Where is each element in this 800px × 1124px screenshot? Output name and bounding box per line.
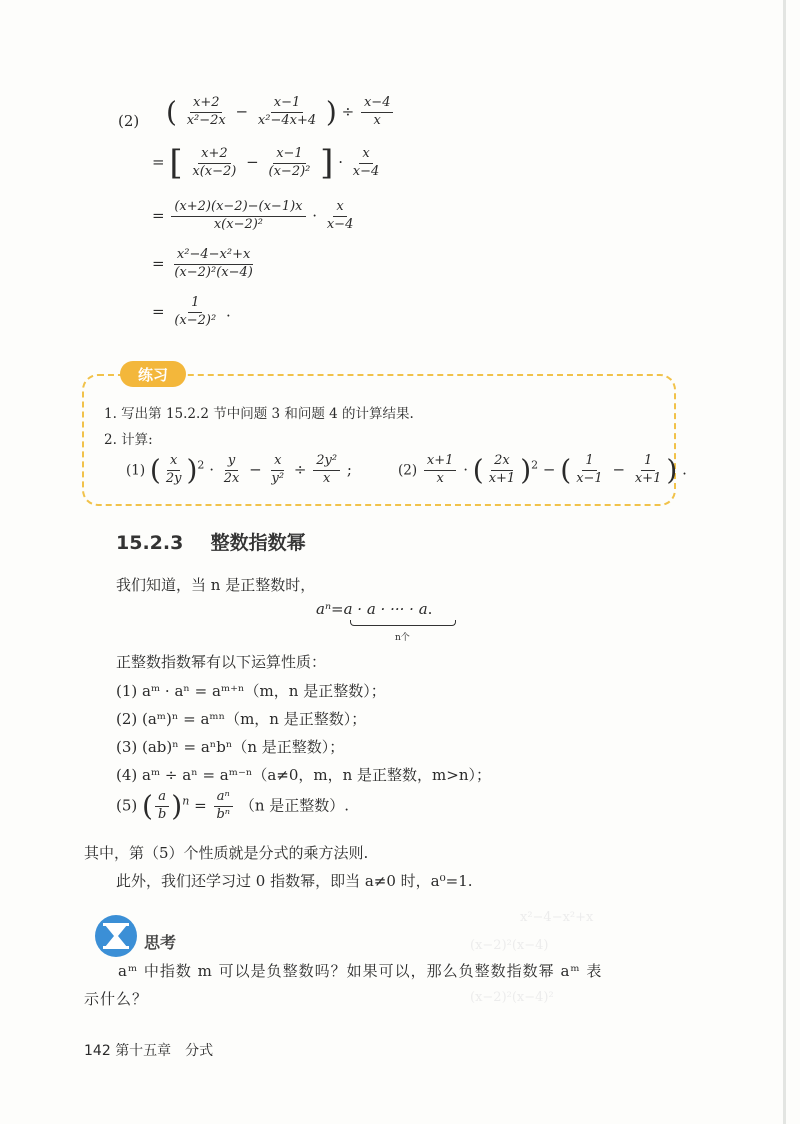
example-line-5: = $\frac{1}{\text{(x−2)²}}$ . <box>152 295 231 328</box>
fraction: $\frac{x}{x-4}$ <box>326 199 354 232</box>
fraction: $\frac{\text{x²−4−x²+x}}{\text{(x−2)²(x−4)}}$ <box>174 247 253 280</box>
note-2: 此外，我们还学习过 0 指数幂，即当 a≠0 时，a⁰=1. <box>116 872 473 890</box>
fraction: $\frac{x+1}{x}$ <box>424 454 457 487</box>
think-label: 思考 <box>144 933 177 952</box>
exercise-tag: 练习 <box>120 361 186 387</box>
think-text-1: aᵐ 中指数 m 可以是负整数吗？如果可以，那么负整数指数幂 aᵐ 表 <box>118 962 603 980</box>
page-edge <box>783 0 786 1124</box>
fraction: $\frac{(x+2)(x-2)-(x-1)x}{\text{x(x−2)²}}$ <box>171 200 305 233</box>
example-line-4: = $\frac{\text{x²−4−x²+x}}{\text{(x−2)²(x−4)}}$ <box>152 248 258 281</box>
chapter-label: 第十五章 分式 <box>115 1043 214 1059</box>
fraction: $\frac{\text{2y²}}{x}$ <box>313 454 340 487</box>
bleed-text-1: x²−4−x²+x <box>520 910 594 925</box>
exercise-q2: (2) $\frac{x+1}{x}$ · ( $\frac{2x}{x+1}$ )$^2$ − ( $\frac{1}{x-1}$ − $\frac{1}{x+1}$ ) . <box>398 453 687 487</box>
underbrace <box>350 620 456 626</box>
property-4: (4) aᵐ ÷ aⁿ = aᵐ⁻ⁿ（a≠0，m，n 是正整数，m>n）； <box>116 766 492 784</box>
intro-text: 我们知道，当 n 是正整数时， <box>116 576 316 594</box>
section-title: 整数指数幂 <box>210 532 306 554</box>
exercise-q1: (1) ( $\frac{x}{2y}$ )$^2$ · $\frac{y}{2x}$ − $\frac{x}{\text{y²}}$ ÷ $\frac{\text{2y²}}{x}$ ; <box>126 453 352 487</box>
example-line-3: = $\frac{(x+2)(x-2)-(x-1)x}{\text{x(x−2)²}}$ · $\frac{x}{x-4}$ <box>152 200 358 233</box>
exercise-item-2: 2. 计算: <box>104 432 153 448</box>
fraction: $\frac{1}{x-1}$ <box>576 453 603 486</box>
property-3: (3) (ab)ⁿ = aⁿbⁿ（n 是正整数）； <box>116 738 345 756</box>
bleed-text-2: (x−2)²(x−4) <box>470 938 549 953</box>
fraction: $\frac{x}{2y}$ <box>165 453 182 486</box>
fraction: $\frac{x-4}{x}$ <box>361 96 394 129</box>
note-1: 其中，第（5）个性质就是分式的乘方法则. <box>84 844 369 862</box>
example-line-1: ( $\frac{x+2}{\text{x²−2x}}$ − $\frac{x-1}{\text{x²−4x+4}}$ ) ÷ $\frac{x-4}{x}$ <box>166 96 395 129</box>
fraction: $\frac{x}{x-4}$ <box>352 145 380 179</box>
fraction: $\frac{2x}{x+1}$ <box>488 453 516 486</box>
property-5: (5) ( $\frac{a}{b}$ )$^n$ = $\frac{\text{aⁿ}}{\text{bⁿ}}$ （n 是正整数）. <box>116 789 350 823</box>
think-icon <box>94 914 138 958</box>
fraction: $\frac{1}{x+1}$ <box>634 453 662 486</box>
fraction: $\frac{y}{2x}$ <box>223 453 240 486</box>
section-heading <box>116 528 306 555</box>
underbrace-label: n个 <box>395 633 410 643</box>
fraction: $\frac{x}{\text{y²}}$ <box>271 453 285 486</box>
fraction: $\frac{1}{\text{(x−2)²}}$ <box>174 295 217 328</box>
property-2: (2) (aᵐ)ⁿ = aᵐⁿ（m，n 是正整数）； <box>116 710 367 728</box>
page-number: 142 <box>84 1043 111 1059</box>
think-text-2: 示什么？ <box>84 990 149 1008</box>
bleed-text-3: (x−2)²(x−4)² <box>470 990 554 1005</box>
fraction: $\frac{x-1}{\text{(x−2)²}}$ <box>268 145 311 179</box>
props-intro: 正整数指数幂有以下运算性质： <box>116 653 327 671</box>
fraction: $\frac{x-1}{\text{x²−4x+4}}$ <box>257 95 317 128</box>
example-line-2: = [ $\frac{x+2}{x(x-2)}$ − $\frac{x-1}{\text{(x−2)²}}$ ] · $\frac{x}{x-4}$ <box>152 146 384 180</box>
page-footer <box>84 1040 213 1060</box>
example-label: (2) <box>118 112 140 130</box>
fraction: $\frac{\text{aⁿ}}{\text{bⁿ}}$ <box>213 790 233 823</box>
exercise-item-1: 1. 写出第 15.2.2 节中问题 3 和问题 4 的计算结果. <box>104 406 414 422</box>
property-1: (1) aᵐ · aⁿ = aᵐ⁺ⁿ（m，n 是正整数）； <box>116 682 386 700</box>
fraction: $\frac{x+2}{\text{x²−2x}}$ <box>186 95 226 128</box>
fraction: $\frac{x+2}{x(x-2)}$ <box>192 145 237 179</box>
section-number: 15.2.3 <box>116 532 184 554</box>
definition-product: a · a · ··· · a <box>343 600 428 618</box>
definition-formula: aⁿ=a · a · ··· · a. <box>316 600 433 618</box>
fraction: $\frac{a}{b}$ <box>155 790 169 823</box>
